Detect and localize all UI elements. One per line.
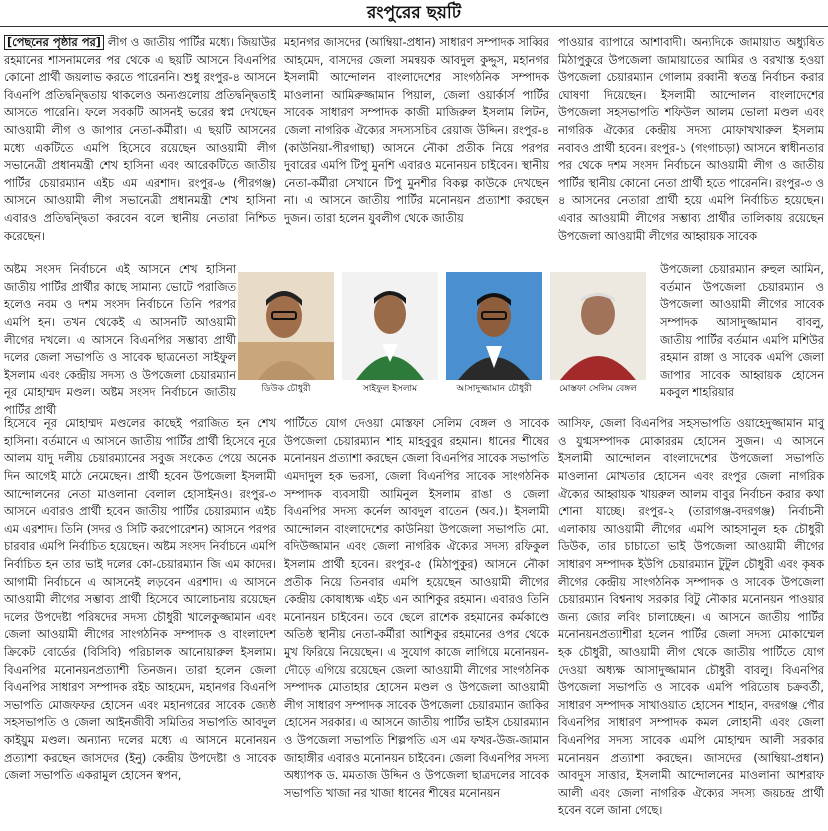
portrait-photo (238, 272, 334, 380)
candidate-photos (238, 272, 658, 402)
photo-caption: মোস্তফা সেলিম বেঙ্গল (559, 384, 637, 394)
column-1-top (4, 34, 276, 245)
headline-bar (0, 0, 828, 28)
lower1-text: হিসেবে নূর মোহাম্মদ মণ্ডলের কাছেই পরাজিত হন শেখ হাসিনা। বর্তমানে এ আসনে জাতীয় পার্টির প্রার্থী হিসেবে নূরে আলম যাদু দলীয় চেয়ারম্যানের সবুজ সংকেত পেয়ে অনেক দিন আগেই মাঠে নেমেছেন। প্রার্থী হবেন উপজেলা ইসলামী আন্দোলনের নেতা মাওলানা বেলাল হোসাইনও। রংপুর-৩ আসনে এবারও প্রার্থী হবেন জাতীয় পার্টির চেয়ারম্যান এইচ এম এরশাদ। তিনি (সদর ও সিটি করপোরেশন) আসনে পরপর চারবার এমপি নির্বাচিত হয়েছেন। অষ্টম সংসদ নির্বাচনে এমপি নির্বাচিত হন তার ভাই দলের কো-চেয়ারম্যান জি এম কাদের। আগামী নির্বাচনে এ আসনেই লড়বেন এরশাদ। এ আসনে আওয়ামী লীগের সম্ভাব্য প্রার্থী হিসেবে আলোচনায় রয়েছেন দলের উপদেষ্টা পরিষদের সদস্য চৌধুরী খালেকুজ্জামান এবং জেলা আওয়ামী লীগের সাংগঠনিক সম্পাদক ও বাংলাদেশ ক্রিকেট বোর্ডের (বিসিবি) পরিচালক আনোয়ারুল ইসলাম। বিএনপির মনোনয়নপ্রত্যাশী তিনজন। তারা হলেন জেলা বিএনপির সাধারণ সম্পাদক রইচ আহমেদ, মহানগর বিএনপি সভাপতি মোজফফর হোসেন এবং মহানগরের সাবেক জ্যেষ্ঠ সহসভাপতি ও জেলা আইনজীবী সমিতির সভাপতি আবদুল কাইয়ুম মণ্ডল। অন্যান্য দলের মধ্যে এ আসনে মনোনয়ন প্রত্যাশা করছেন জাসদের (ইনু) কেন্দ্রীয় উপদেষ্টা ও সাবেক জেলা সভাপতি একরামুল হোসেন স্বপন, (4, 417, 276, 783)
photo-card (550, 272, 646, 396)
column-3-lower (558, 404, 824, 831)
column-2-top (284, 34, 549, 228)
column-3-top (558, 34, 824, 245)
photo-card (446, 272, 542, 396)
column-3-mid (660, 250, 824, 413)
photo-card (238, 272, 334, 396)
column-1-lower (4, 404, 276, 796)
col2-text: মহানগর জাসদের (আম্বিয়া-প্রধান) সাধারণ সম্পাদক সাব্বির আহমেদ, বাসদের জেলা সমন্বয়ক আবদুল কুদ্দুস, মহানগর ইসলামী আন্দোলন বাংলাদেশের সাংগঠনিক সম্পাদক মাওলানা আমিরুজ্জামান পিয়াল, জেলা ওয়ার্কার্স পার্টির সাবেক সাধারণ সম্পাদক কাজী মাজিরুল ইসলাম লিটন, জেলা নাগরিক ঐক্যের সদস্যসচিব রেয়াজ উদ্দিন। রংপুর-৪ (কাউনিয়া-পীরগাছা) আসনে নৌকা প্রতীক নিয়ে পরপর দুবারের এমপি টিপু মুনশি এবারও মনোনয়ন চাইবেন। স্থানীয় নেতা-কর্মীরা সেখানে টিপু মুনশীর বিকল্প কাউকে দেখছেন না। এ আসনে জাতীয় পার্টির মনোনয়ন প্রত্যাশা করছেন দুজন। তারা হলেন যুবলীগ থেকে জাতীয় (284, 36, 549, 225)
article-headline: রংপুরের ছয়টি (355, 0, 473, 26)
portrait-photo (446, 272, 542, 380)
mid-left-text: অষ্টম সংসদ নির্বাচনে এই আসনে শেখ হাসিনা জাতীয় পার্টির প্রার্থীর কাছে সামান্য ভোটে পরাজিত হলেও নবম ও দশম সংসদ নির্বাচনে তিনি পরপর এমপি হন। তখন থেকেই এ আসনটি আওয়ামী লীগের দখলে। এ আসনে বিএনপির সম্ভাব্য প্রার্থী দলের জেলা সভাপতি ও সাবেক ছাত্রনেতা সাইফুল ইসলাম এবং কেন্দ্রীয় সদস্য ও উপজেলা চেয়ারম্যান নূর মোহাম্মদ মণ্ডল। অষ্টম সংসদ নির্বাচনে জাতীয় পার্টির প্রার্থী (4, 263, 236, 418)
paragraph (4, 34, 276, 245)
column-2-lower (284, 404, 549, 814)
col1-text: লীগ ও জাতীয় পার্টির মধ্যে। জিয়াউর রহমানের শাসনামলের পর থেকে এ ছয়টি আসনে বিএনপির কোনো প্রার্থী জয়লাভ করতে পারেননি। শুধু রংপুর-৪ আসনে বিএনপি প্রতিদ্বন্দ্বিতায় থাকলেও অন্যগুলোয় প্রতিদ্বন্দ্বিতাই আসতে পারেনি। ফলে সবকটি আসনই ভরের স্বপ্ন দেখছেন আওয়ামী লীগ ও জাপার নেতা-কর্মীরা। এ ছয়টি আসনের মধ্যে একটিতে এমপি হিসেবে রয়েছেন আওয়ামী লীগ সভানেত্রী প্রধানমন্ত্রী শেখ হাসিনা এবং আরেকটিতে জাতীয় পার্টির চেয়ারম্যান এইচ এম এরশাদ। রংপুর-৬ (পীরগঞ্জ) আসনে আওয়ামী লীগ সভানেত্রী প্রধানমন্ত্রী শেখ হাসিনা এবারও প্রতিদ্বন্দ্বিতা করবেন বলে স্থানীয় নেতারা নিশ্চিত করেছেন। (4, 36, 277, 243)
mid-right-text: উপজেলা চেয়ারম্যান রুহুল আমিন, বর্তমান উপজেলা চেয়ারম্যান ও উপজেলা আওয়ামী লীগের সাবেক সম্পাদক আসাদুজ্জামান বাবলু, জাতীয় পার্টির বর্তমান এমপি মশিউর রহমান রাঙ্গা ও সাবেক এমপি জেলা জাপার সাবেক আহ্বায়ক হোসেন মকবুল শাহরিয়ার (660, 263, 824, 400)
lower2-text: পার্টিতে যোগ দেওয়া মোস্তফা সেলিম বেঙ্গল ও সাবেক উপজেলা চেয়ারম্যান শাহ মাহবুবুর রহমান। ধানের শীষের মনোনয়ন প্রত্যাশা করছেন জেলা বিএনপির সাবেক সভাপতি এমদাদুল হক ভরসা, জেলা বিএনপির সাবেক সাংগঠনিক সম্পাদক ব্যবসায়ী আমিনুল ইসলাম রাঙা ও জেলা বিএনপির সদস্য কর্নেল আবদুল বাতেন (অব.)। ইসলামী আন্দোলন বাংলাদেশের কাউনিয়া উপজেলা সভাপতি মো. বদিউজ্জামান এবং জেলা নাগরিক ঐক্যের সদস্য রফিকুল ইসলাম প্রার্থী হবেন। রংপুর-৫ (মিঠাপুকুর) আসনে নৌকা প্রতীক নিয়ে তিনবার এমপি হয়েছেন আওয়ামী লীগের কেন্দ্রীয় কোষাধ্যক্ষ এইচ এন আশিকুর রহমান। এবারও তিনি মনোনয়ন চাইবেন। তবে ছেলে রাশেক রহমানের কর্মকাণ্ডে অতিষ্ঠ স্থানীয় নেতা-কর্মীরা আশিকুর রহমানের ওপর থেকে মুখ ফিরিয়ে নিয়েছেন। এ সুযোগ কাজে লাগিয়ে মনোনয়ন-দৌড়ে এগিয়ে রয়েছেন জেলা আওয়ামী লীগের সাংগঠনিক সম্পাদক মোতাহার হোসেন মণ্ডল ও উপজেলা আওয়ামী লীগ সাধারণ সম্পাদক সাবেক উপজেলা চেয়ারম্যান জাকির হোসেন সরকার। এ আসনে জাতীয় পার্টির ভাইস চেয়ারম্যান ও উপজেলা সভাপতি শিল্পপতি এস এম ফখর-উজ-জামান জাহাঙ্গীর এবারও মনোনয়ন চাইবেন। জেলা বিএনপির সদস্য অধ্যাপক ড. মমতাজ উদ্দিন ও উপজেলা ছাত্রদলের সাবেক সভাপতি খাজা নর খাজা ধানের শীষের মনোনয়ন (284, 417, 549, 800)
portrait-photo (550, 272, 646, 380)
photo-caption: সাইফুল ইসলাম (362, 384, 418, 394)
photo-card (342, 272, 438, 396)
photo-caption: আসাদুজ্জামান চৌধুরী (456, 384, 532, 394)
continuation-tag: [পেছনের পৃষ্ঠার পর] (4, 35, 104, 50)
col3-text: পাওয়ার ব্যাপারে আশাবাদী। অন্যদিকে জামায়াত অধ্যুষিত মিঠাপুকুরে উপজেলা জামায়াতের আমির ও বরখাস্ত হওয়া উপজেলা চেয়ারম্যান গোলাম রব্বানী স্বতন্ত্র নির্বাচন করার ঘোষণা দিয়েছেন। ইসলামী আন্দোলন বাংলাদেশের উপজেলা সহসভাপতি শফিউল আলম ভোলা মণ্ডল এবং নাগরিক ঐক্যের কেন্দ্রীয় সদস্য মোফাখখারুল ইসলাম নবাবও প্রার্থী হবেন। রংপুর-১ (গংগাচড়া) আসনে স্বাধীনতার পর থেকে দশম সংসদ নির্বাচনে আওয়ামী লীগ ও জাতীয় পার্টির স্থানীয় কোনো নেতা প্রার্থী হতে পারেননি। রংপুর-৩ ও ৪ আসনের নেতারা প্রার্থী হয়ে এমপি নির্বাচিত হয়েছেন। এবার আওয়ামী লীগের সম্ভাব্য প্রার্থীর তালিকায় রয়েছেন উপজেলা আওয়ামী লীগের আহ্বায়ক সাবেক (558, 36, 824, 243)
photo-caption: ডিউক চৌধুরী (261, 384, 311, 394)
lower3-text: আসিফ, জেলা বিএনপির সহসভাপতি ওয়াহেদুজ্জামান মাবু ও যুগ্মসম্পাদক মোকাররম হোসেন সুজন। এ আসনে ইসলামী আন্দোলন বাংলাদেশের উপজেলা সভাপতি মাওলানা মোখতার হোসেন এবং রংপুর জেলা নাগরিক ঐক্যের আহ্বায়ক খায়রুল আলম বাবুর নির্বাচন করার কথা শোনা যাচ্ছে। রংপুর-২ (তারাগঞ্জ-বদরগঞ্জ) নির্বাচনী এলাকায় আওয়ামী লীগের এমপি আহসানুল হক চৌধুরী ডিউক, তার চাচাতো ভাই উপজেলা আওয়ামী লীগের সাধারণ সম্পাদক ইউপি চেয়ারম্যান টুটুল চৌধুরী এবং কৃষক লীগের কেন্দ্রীয় সাংগঠনিক সম্পাদক ও সাবেক উপজেলা চেয়ারম্যান বিশ্বনাথ সরকার বিটু নৌকার মনোনয়ন পাওয়ার জন্য জোর লবিং চালাচ্ছেন। এ আসনে জাতীয় পার্টির মনোনয়নপ্রত্যাশীরা হলেন পার্টির জেলা সদস্য মোকাম্মেল হক চৌধুরী, আওয়ামী লীগ থেকে জাতীয় পার্টিতে যোগ দেওয়া অধ্যক্ষ আসাদুজ্জামান চৌধুরী বাবলু। বিএনপির উপজেলা সভাপতি ও সাবেক এমপি পরিতোষ চক্রবর্তী, সাধারণ সম্পাদক সাখাওয়াত হোসেন শাহান, বদরগঞ্জ পৌর বিএনপির সাধারণ সম্পাদক কমল লোহানী এবং জেলা বিএনপির সদস্য সাবেক এমপি মোহাম্মদ আলী সরকার মনোনয়ন প্রত্যাশা করছেন। জাসদের (আম্বিয়া-প্রধান) আবদুস সাত্তার, ইসলামী আন্দোলনের মাওলানা আশরাফ আলী এবং জেলা নাগরিক ঐক্যের সদস্য জয়চন্দ্র প্রার্থী হবেন বলে জানা গেছে। (558, 417, 824, 818)
portrait-photo (342, 272, 438, 380)
